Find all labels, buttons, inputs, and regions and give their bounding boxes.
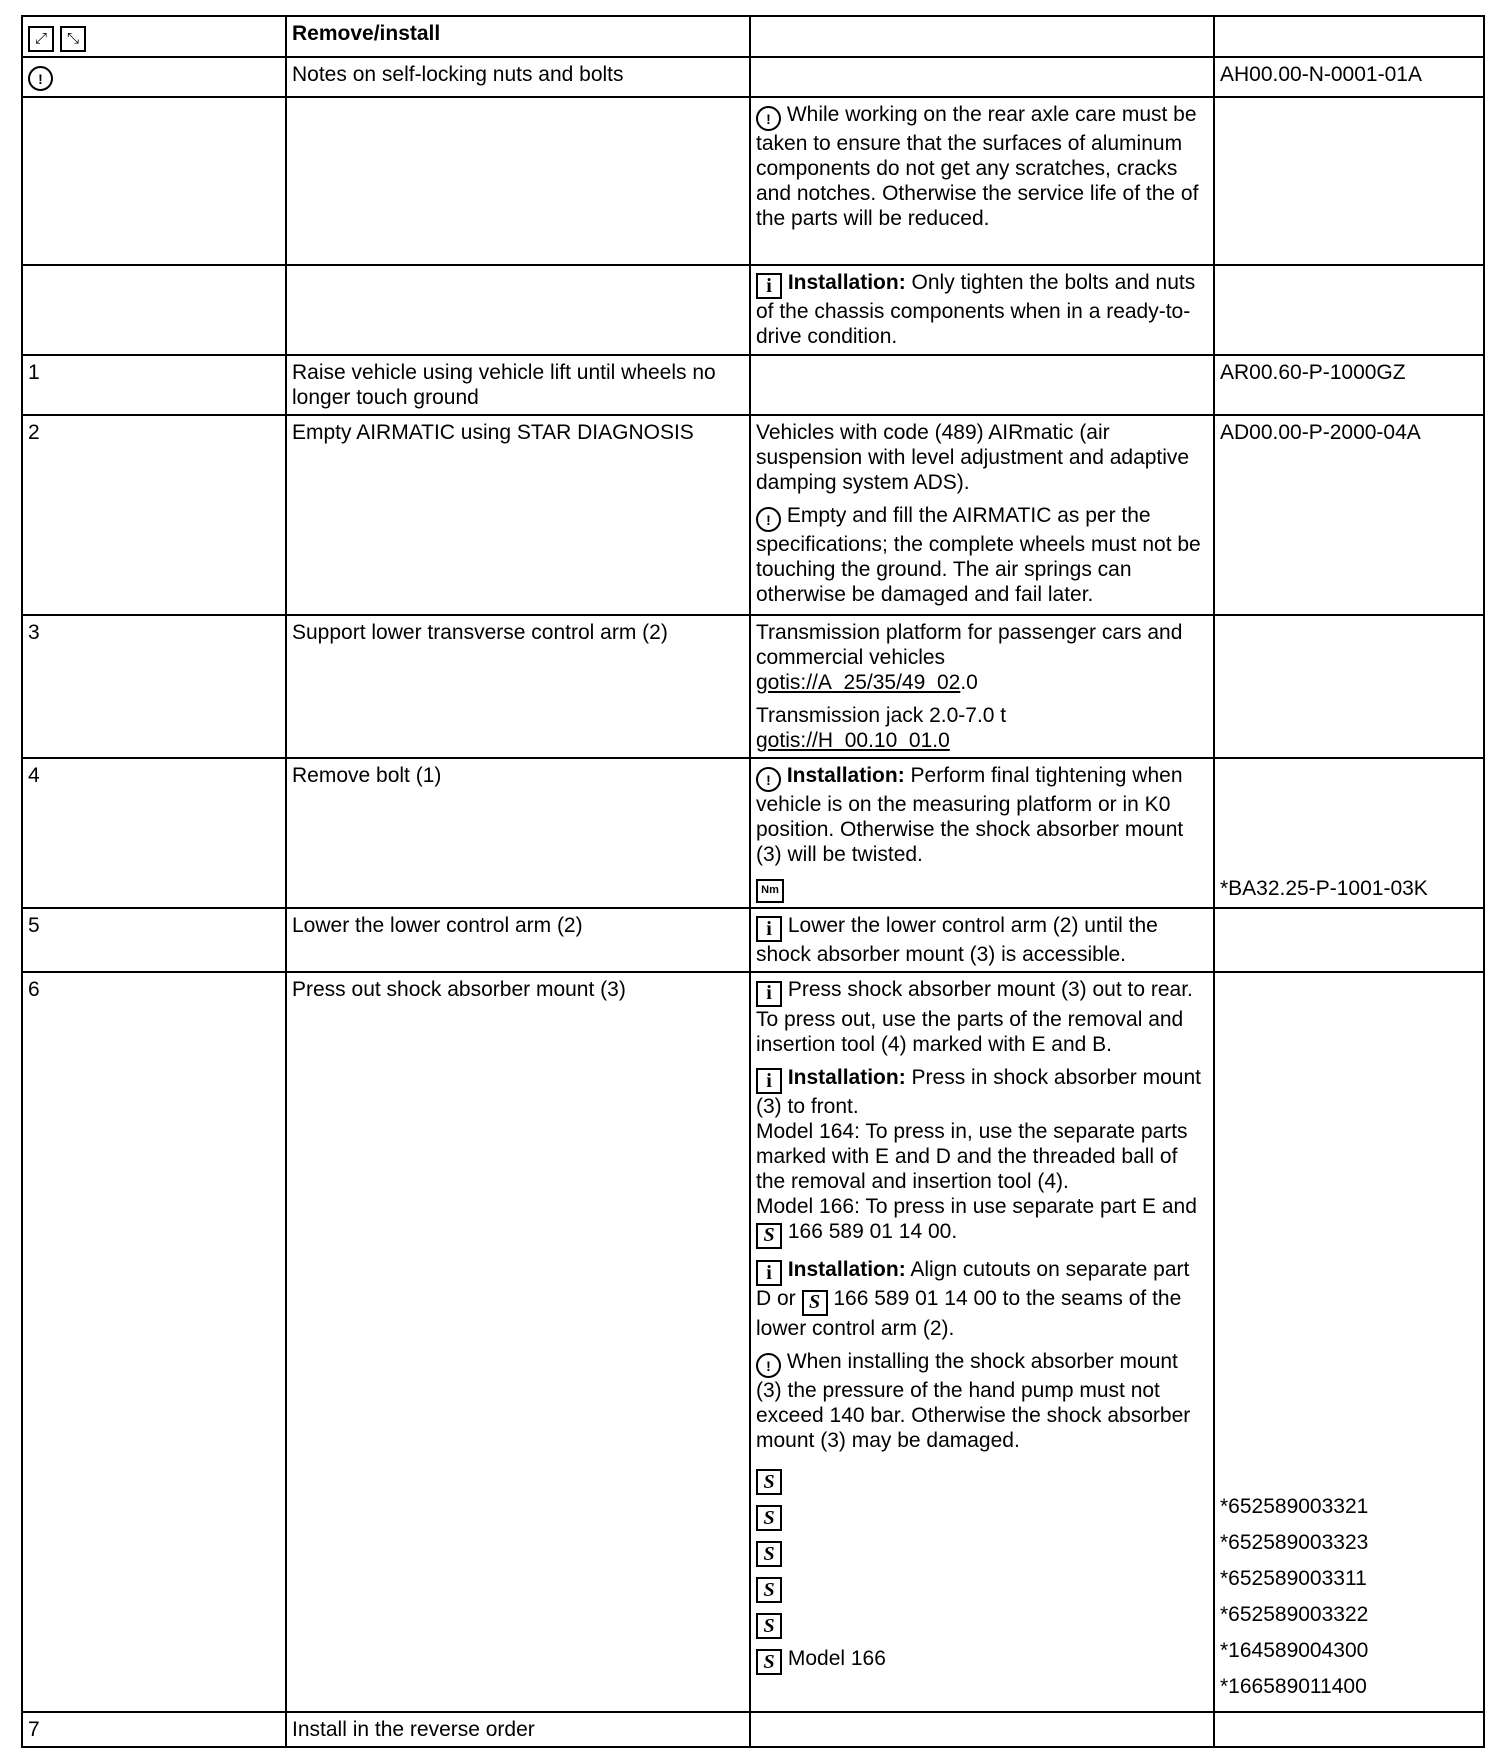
- s3-note2: Transmission jack 2.0-7.0 t: [756, 703, 1007, 727]
- step-text: Remove bolt (1): [286, 758, 750, 908]
- s6-note3-b: 166 589 01 14 00 to the seams of the lower control arm (2).: [756, 1287, 1182, 1340]
- step-text: Empty AIRMATIC using STAR DIAGNOSIS: [286, 415, 750, 615]
- info-icon: i: [756, 1260, 782, 1286]
- installation-label: Installation:: [787, 270, 906, 294]
- table-row: [22, 355, 1484, 415]
- warning-icon: !: [756, 106, 781, 131]
- s6-note2: Press in shock absorber mount (3) to front.: [756, 1065, 1201, 1118]
- header-title: Remove/install: [286, 16, 750, 57]
- step-number: 6: [22, 972, 286, 1712]
- step-text: Install in the reverse order: [286, 1712, 750, 1747]
- table-row: [22, 57, 1484, 97]
- s2-note1: Vehicles with code (489) AIRmatic (air suspension with level adjustment and adaptive damping system ADS).: [756, 420, 1190, 494]
- warn-axle-text: While working on the rear axle care must be taken to ensure that the surfaces of aluminum components do not get any scratches, cracks and notches. Otherwise the service life of the of the parts will be reduced.: [756, 102, 1199, 230]
- warning-icon: !: [28, 66, 53, 91]
- step-ref[interactable]: AD00.00-P-2000-04A: [1214, 415, 1484, 615]
- step-number: 2: [22, 415, 286, 615]
- header-icons-cell: [22, 16, 286, 57]
- table-row: [22, 97, 1484, 265]
- step-number: 4: [22, 758, 286, 908]
- tool-ref[interactable]: *652589003323: [1220, 1531, 1369, 1554]
- warning-icon: !: [756, 1353, 781, 1378]
- special-tool-icon[interactable]: S: [756, 1613, 782, 1639]
- special-tool-icon[interactable]: S: [802, 1290, 828, 1316]
- table-row: [22, 1712, 1484, 1747]
- s5-note: Lower the lower control arm (2) until the shock absorber mount (3) is accessible.: [756, 913, 1158, 966]
- info-icon: i: [756, 916, 782, 942]
- installation-label: Installation:: [787, 1257, 906, 1281]
- gotis-link-2[interactable]: gotis://H_00.10_01.0: [756, 728, 950, 752]
- table-row: [22, 615, 1484, 758]
- table-row: [22, 758, 1484, 908]
- notes-text: Notes on self-locking nuts and bolts: [286, 57, 750, 97]
- special-tool-icon[interactable]: S: [756, 1505, 782, 1531]
- tool-item: [756, 1533, 1208, 1569]
- info-icon: i: [756, 981, 782, 1007]
- header-empty-3: [750, 16, 1214, 57]
- step-text: Support lower transverse control arm (2): [286, 615, 750, 758]
- s4-note: Perform final tightening when vehicle is on the measuring platform or in K0 position. Otherwise the shock absorber mount (3) will be twisted.: [756, 763, 1184, 866]
- s6-note1: Press shock absorber mount (3) out to rear. To press out, use the parts of the removal and insertion tool (4) marked with E and B.: [756, 978, 1193, 1056]
- tool-ref[interactable]: *166589011400: [1220, 1675, 1367, 1698]
- table-row: [22, 908, 1484, 973]
- step-text: Press out shock absorber mount (3): [286, 972, 750, 1712]
- step-text: Raise vehicle using vehicle lift until wheels no longer touch ground: [286, 355, 750, 415]
- expand-icon[interactable]: ⤢: [28, 26, 54, 52]
- step-ref[interactable]: AR00.60-P-1000GZ: [1214, 355, 1484, 415]
- table-row: [22, 972, 1484, 1712]
- step-ref[interactable]: *BA32.25-P-1001-03K: [1214, 758, 1484, 908]
- s6-note2c-b: 166 589 01 14 00.: [782, 1220, 958, 1243]
- installation-label: Installation:: [786, 763, 905, 787]
- step-text: Lower the lower control arm (2): [286, 908, 750, 973]
- header-empty-4: [1214, 16, 1484, 57]
- special-tool-icon[interactable]: S: [756, 1223, 782, 1249]
- s2-note2: Empty and fill the AIRMATIC as per the specifications; the complete wheels must not be touching the ground. The air springs can otherwise be damaged and fail later.: [756, 503, 1201, 606]
- tool-item: [756, 1497, 1208, 1533]
- tool-item: [756, 1569, 1208, 1605]
- warning-icon: !: [756, 767, 781, 792]
- torque-nm-icon[interactable]: Nm: [756, 879, 784, 903]
- collapse-icon[interactable]: ⤡: [60, 26, 86, 52]
- s3-note1: Transmission platform for passenger cars and commercial vehicles: [756, 620, 1183, 669]
- step-number: 1: [22, 355, 286, 415]
- special-tool-icon[interactable]: S: [756, 1541, 782, 1567]
- table-row: [22, 415, 1484, 615]
- installation-label: Installation:: [787, 1065, 906, 1089]
- tool-ref[interactable]: *652589003322: [1220, 1603, 1369, 1626]
- table-row: [22, 265, 1484, 355]
- tool-item: [756, 1461, 1208, 1497]
- step-number: 3: [22, 615, 286, 758]
- s6-note2b: Model 164: To press in, use the separate parts marked with E and D and the threaded ball of the removal and insertion tool (4).: [756, 1120, 1188, 1193]
- header-row: [22, 16, 1484, 57]
- gotis-link-1[interactable]: gotis://A_25/35/49_02: [756, 670, 961, 694]
- procedure-table: [21, 15, 1485, 1748]
- step-number: 5: [22, 908, 286, 973]
- gotis-link-1-suffix: .0: [960, 670, 978, 694]
- step-number: 7: [22, 1712, 286, 1747]
- special-tool-icon[interactable]: S: [756, 1469, 782, 1495]
- s6-note2c-a: Model 166: To press in use separate part E and: [756, 1195, 1197, 1218]
- notes-ref[interactable]: AH00.00-N-0001-01A: [1214, 57, 1484, 97]
- tool-item: [756, 1641, 1208, 1677]
- tool-ref[interactable]: *652589003311: [1220, 1567, 1367, 1590]
- tool-refs: [1214, 972, 1484, 1712]
- s6-note3-a: Align cutouts on separate part D or: [756, 1257, 1190, 1310]
- info-icon: i: [756, 1068, 782, 1094]
- info-install-text: Only tighten the bolts and nuts of the chassis components when in a ready-to-drive condition.: [756, 270, 1196, 348]
- tool-item: [756, 1605, 1208, 1641]
- special-tool-icon[interactable]: S: [756, 1577, 782, 1603]
- tool-model-label: Model 166: [787, 1647, 886, 1670]
- tool-ref[interactable]: *164589004300: [1220, 1639, 1369, 1662]
- warning-icon: !: [756, 507, 781, 532]
- tool-ref[interactable]: *652589003321: [1220, 1495, 1369, 1518]
- tool-list: [756, 1461, 1208, 1677]
- info-icon: i: [756, 273, 782, 299]
- s6-note4: When installing the shock absorber mount (3) the pressure of the hand pump must not exceed 140 bar. Otherwise the shock absorber mount (3) may be damaged.: [756, 1349, 1191, 1452]
- special-tool-icon[interactable]: S: [756, 1649, 782, 1675]
